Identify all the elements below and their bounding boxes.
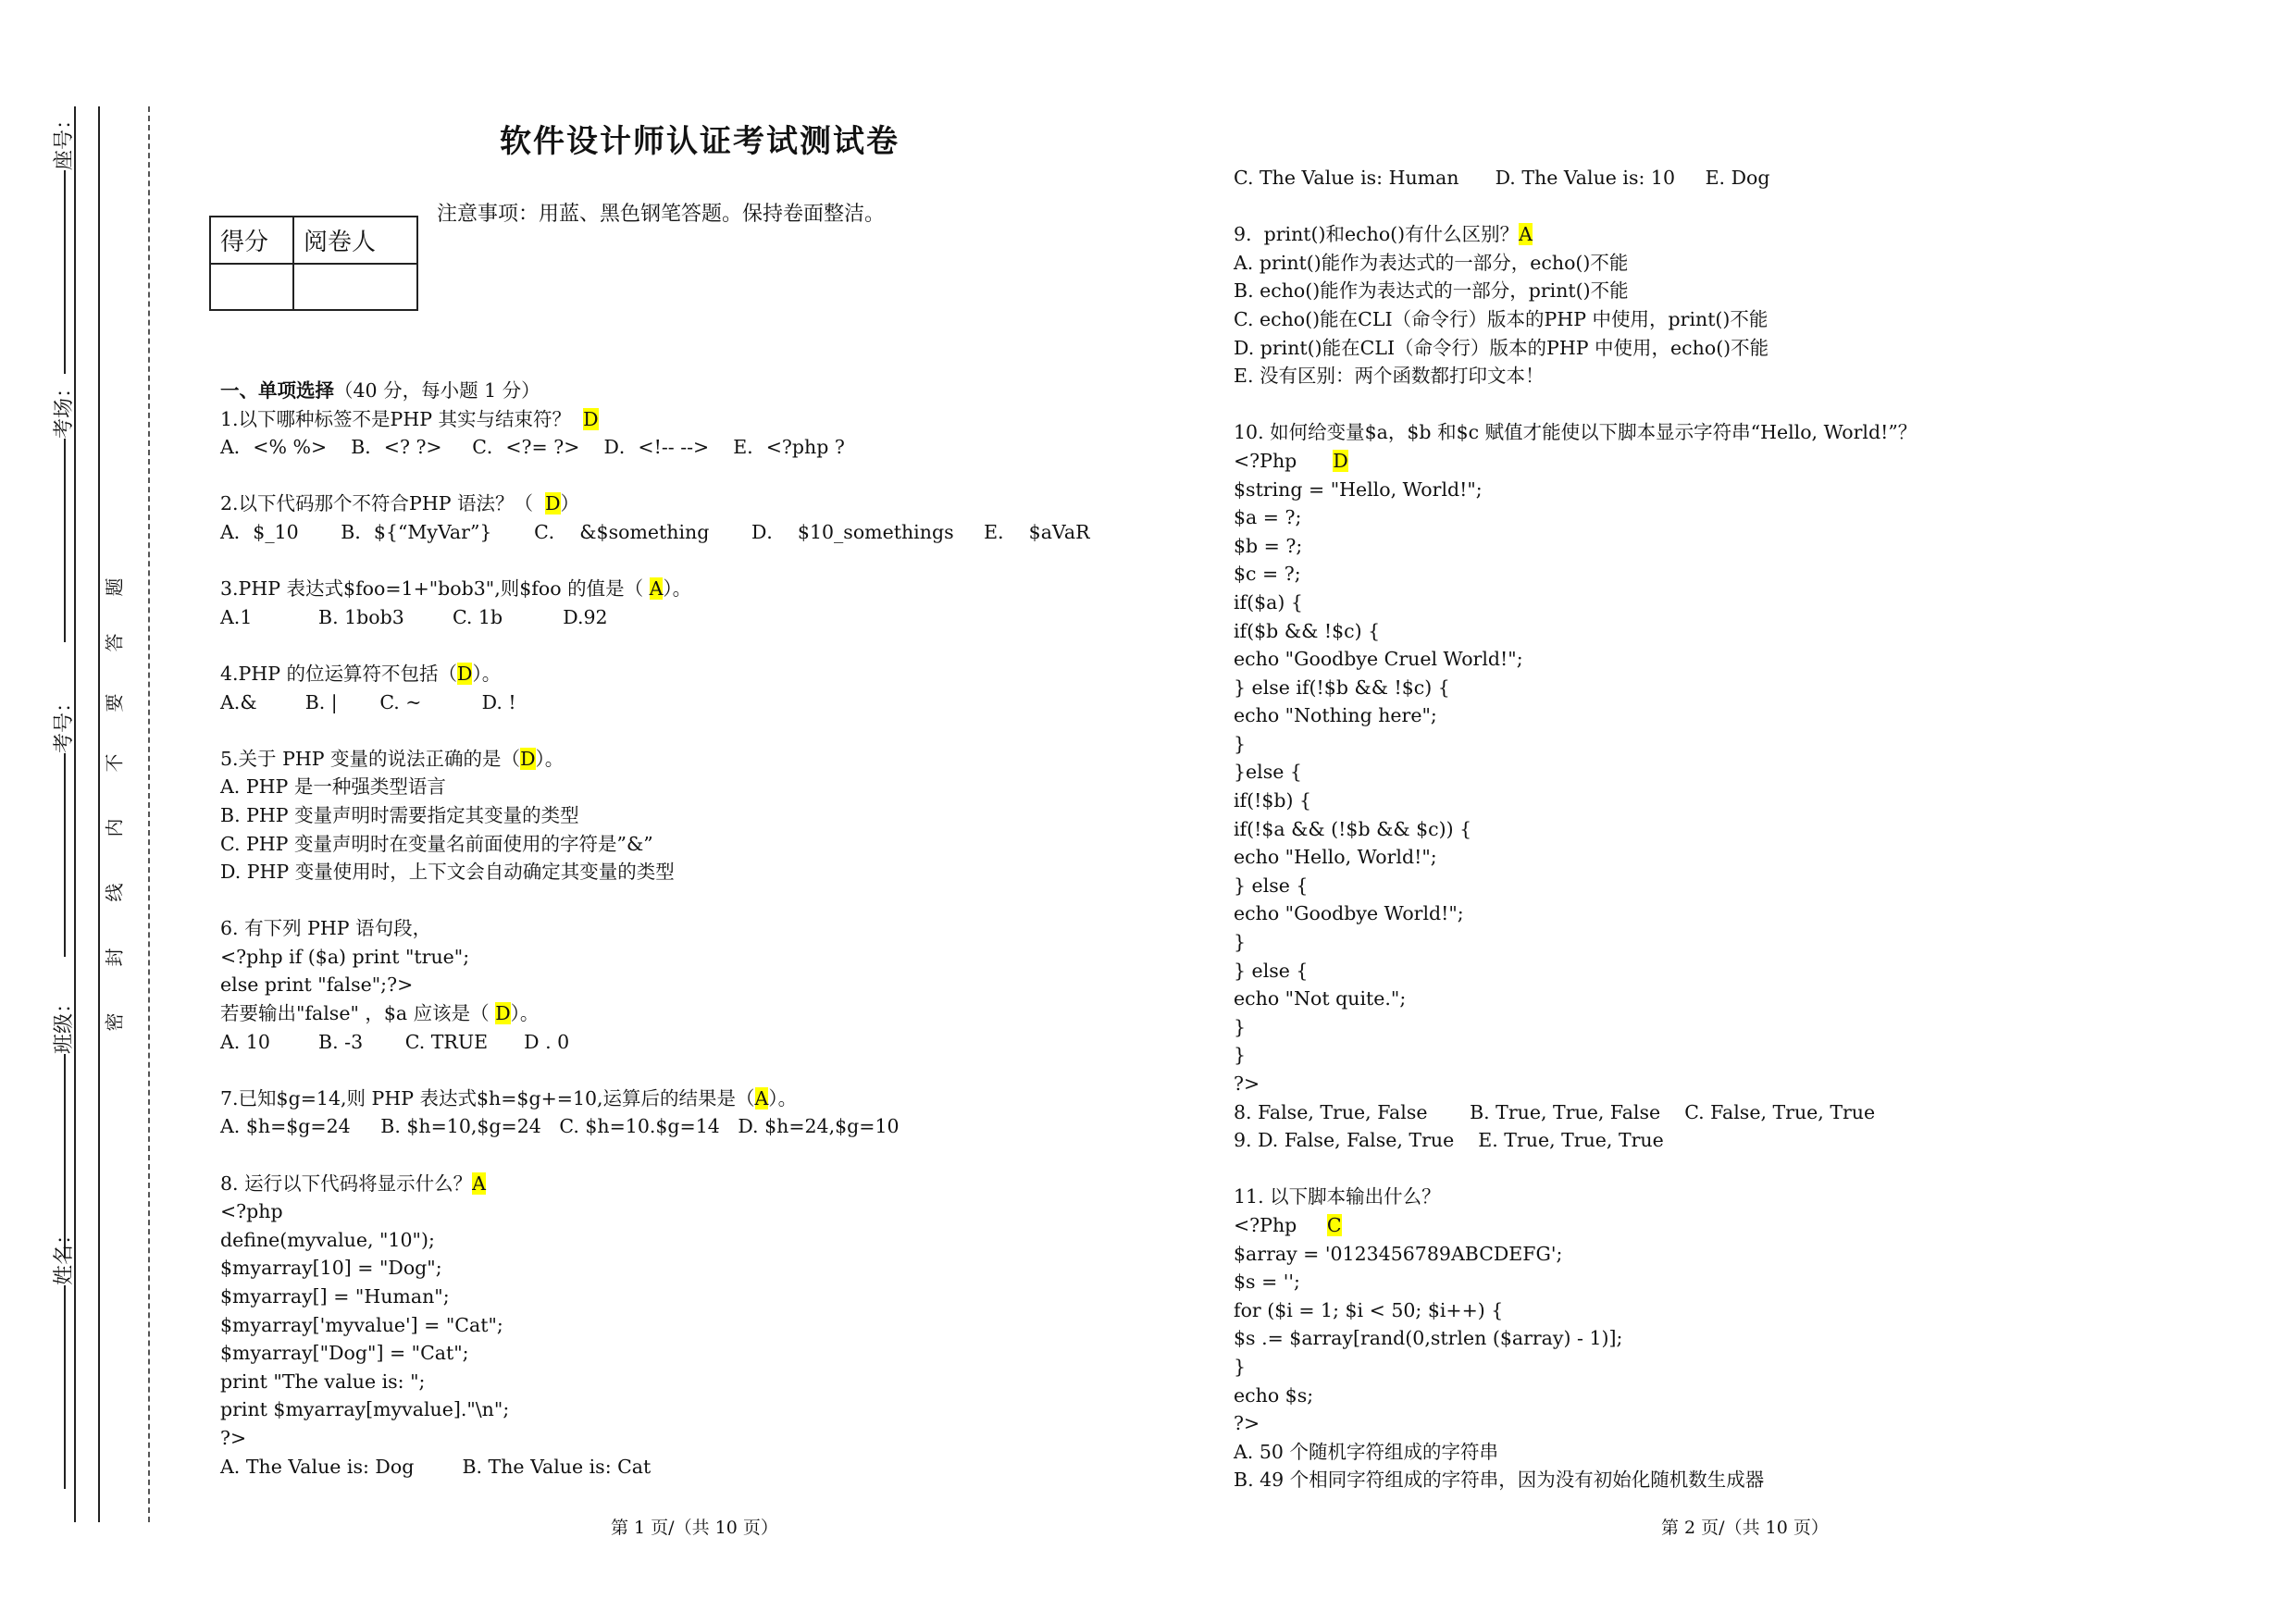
line-text: 2.以下代码那个不符合PHP 语法？（ [220,492,546,515]
seal-char: 密 [103,1012,126,1032]
line-text: D. PHP 变量使用时，上下文会自动确定其变量的类型 [220,861,675,884]
line-text: C. echo()能在CLI（命令行）版本的PHP 中使用，print()不能 [1234,307,1769,330]
blank-line [1234,391,2252,419]
question-line [1234,1324,2252,1353]
class-field[interactable] [48,993,77,1263]
line-text: ?> [220,1426,247,1449]
line-text: $s .= $array[rand(0,strlen ($array) - 1)]; [1234,1327,1623,1350]
line-text: if($b && !$c) { [1234,619,1381,642]
line-text: $myarray[] = "Human"; [220,1285,450,1308]
question-line [1234,164,2252,192]
seal-char: 不 [103,753,126,773]
line-text: $c = ?; [1234,563,1301,586]
line-text: print $myarray[myvalue]."\n"; [220,1398,510,1421]
line-text: A. print()能作为表达式的一部分，echo()不能 [1234,251,1629,274]
line-text: echo "Hello, World!"; [1234,846,1437,869]
question-line [220,1226,1146,1255]
line-text: } [1234,1044,1247,1067]
line-suffix: ）。 [510,1002,540,1025]
line-text: echo "Nothing here"; [1234,704,1437,727]
line-text: define(myvalue, "10"); [220,1228,435,1251]
line-suffix: ）。 [768,1086,798,1110]
line-text: } else if(!$b && !$c) { [1234,676,1450,699]
line-suffix: ）。 [663,577,692,601]
exam-no-field[interactable] [48,692,77,962]
line-text: 若要输出"false" ，$a 应该是（ [220,1002,496,1025]
question-line [1234,447,2252,476]
question-line [1234,1409,2252,1438]
question-line [220,405,1146,434]
line-text: A．$_10 B．${“MyVar”} C． &$something D． $10_somethings E． $aVaR [220,520,1090,543]
line-text: ?> [1234,1072,1260,1095]
blank-line [220,1141,1146,1170]
question-line [220,1112,1146,1141]
seal-char: 答 [103,633,126,652]
line-text: C. PHP 变量声明时在变量名前面使用的字符是”&” [220,832,653,855]
seal-char: 要 [103,693,126,713]
line-text: $b = ?; [1234,534,1303,557]
seal-char: 封 [103,948,126,967]
question-line [1234,1296,2252,1325]
answer-highlight: A [472,1172,486,1195]
question-line [1234,730,2252,759]
question-line [1234,758,2252,787]
question-line [1234,899,2252,928]
line-text: echo $s; [1234,1383,1314,1407]
question-line [1234,1126,2252,1155]
question-column-right [1234,164,2252,1494]
line-text: A.& B. | C. ~ D. ! [220,690,516,713]
question-line [220,433,1146,462]
answer-highlight: A [649,577,664,601]
question-line [220,660,1146,688]
line-text: A. 10 B. -3 C. TRUE D . 0 [220,1030,570,1053]
line-text: } [1234,1015,1247,1038]
line-text: $a = ?; [1234,506,1302,529]
line-text: } [1234,931,1247,954]
question-line [1234,532,2252,561]
blank-line [220,886,1146,915]
line-text: D. print()能在CLI（命令行）版本的PHP 中使用，echo()不能 [1234,336,1769,359]
line-text: A. $h=$g=24 B. $h=10,$g=24 C. $h=10.$g=14 D. $h=24,$g=10 [220,1115,900,1138]
line-text: A．<% %> B．<? ?> C．<?= ?> D．<!-- --> E．<?php ? [220,436,845,459]
question-line [1234,787,2252,815]
line-text: 11. 以下脚本输出什么？ [1234,1185,1441,1209]
line-text: for ($i = 1; $i < 50; $i++) { [1234,1298,1504,1321]
line-text: A. The Value is: Dog B. The Value is: Cat [220,1455,652,1478]
answer-highlight: A [754,1086,769,1110]
question-line [1234,1098,2252,1127]
question-line [220,518,1146,547]
question-line [1234,305,2252,334]
question-line [1234,476,2252,504]
question-line [1234,1211,2252,1240]
line-text: if(!$b) { [1234,789,1312,812]
question-line [1234,334,2252,363]
question-line [1234,277,2252,305]
line-text: } [1234,732,1247,755]
question-line [220,1085,1146,1113]
question-line [220,745,1146,774]
score-table [209,216,418,311]
exam-no-label: 考号： [53,691,76,753]
question-line [1234,617,2252,646]
line-text: A.1 B. 1bob3 C. 1b D.92 [220,605,608,628]
line-text: $string = "Hello, World!"; [1234,477,1483,501]
line-text: 一、单项选择（40 分，每小题 1 分） [220,379,540,402]
seal-char: 题 [103,577,126,597]
line-text: B. PHP 变量声明时需要指定其变量的类型 [220,803,579,826]
question-line [220,1311,1146,1340]
seat-field[interactable] [48,109,77,379]
reviewer-header: 阅卷人 [293,217,417,264]
line-text: } else { [1234,874,1309,897]
answer-highlight: D [457,662,473,685]
question-line [1234,957,2252,986]
question-line [1234,503,2252,532]
blank-line [1234,192,2252,221]
exam-notice: 注意事项：用蓝、黑色钢笔答题。保持卷面整洁。 [437,203,886,226]
score-header: 得分 [210,217,293,264]
question-line [1234,1240,2252,1269]
line-text: if($a) { [1234,590,1303,614]
blank-line [220,547,1146,576]
blank-line [220,1056,1146,1085]
answer-highlight: D [495,1002,511,1025]
question-line [220,971,1146,999]
line-text: <?php if ($a) print "true"; [220,945,470,968]
line-text: echo "Goodbye World!"; [1234,902,1464,925]
line-text: }else { [1234,761,1302,784]
question-line [220,1339,1146,1368]
line-suffix: ） [560,492,580,515]
line-text: echo "Goodbye Cruel World!"; [1234,648,1523,671]
question-line [1234,1183,2252,1211]
line-text: B. echo()能作为表达式的一部分，print()不能 [1234,279,1629,303]
question-line [1234,985,2252,1013]
question-line [1234,872,2252,900]
question-line [220,1368,1146,1396]
question-line [1234,1353,2252,1382]
question-line [1234,249,2252,278]
page-footer-right: 第 2 页/（共 10 页） [1661,1518,1829,1538]
question-line [220,1028,1146,1057]
question-column-left [220,377,1146,1481]
question-line [1234,674,2252,702]
line-text: A. PHP 是一种强类型语言 [220,775,446,799]
line-text: else print "false";?> [220,973,414,997]
line-text: 9. print()和echo()有什么区别？ [1234,223,1520,246]
line-text: 5.关于 PHP 变量的说法正确的是（ [220,747,521,770]
line-text: A. 50 个随机字符组成的字符串 [1234,1440,1498,1463]
question-line [1234,1268,2252,1296]
question-line [220,688,1146,717]
seat-label: 座号： [53,108,76,170]
line-text: E. 没有区别：两个函数都打印文本！ [1234,365,1545,388]
line-text: $array = '0123456789ABCDEFG'; [1234,1242,1563,1265]
question-line [220,801,1146,830]
page-footer-left: 第 1 页/（共 10 页） [611,1518,778,1538]
answer-highlight: D [583,407,599,430]
question-line [220,1170,1146,1198]
question-line [220,858,1146,886]
seal-char: 线 [103,883,126,902]
reviewer-cell[interactable] [293,264,417,310]
line-text: ?> [1234,1412,1260,1435]
line-text: } [1234,1355,1247,1378]
question-line [220,914,1146,943]
answer-highlight: D [520,747,536,770]
name-label: 姓名： [53,1223,76,1285]
room-label: 考场： [53,377,76,439]
line-text: if(!$a && (!$b && $c)) { [1234,817,1472,840]
question-line [220,1395,1146,1424]
question-line [220,1197,1146,1226]
answer-highlight: C [1326,1213,1342,1236]
question-line [1234,1438,2252,1467]
blank-line [220,716,1146,745]
line-text: 10. 如何给变量$a，$b 和$c 赋值才能使以下脚本显示字符串“Hello, World!”？ [1234,421,1917,444]
line-text: print "The value is: "; [220,1370,426,1393]
line-text: <?php [220,1200,283,1223]
question-line [1234,928,2252,957]
question-line [1234,560,2252,589]
question-line [1234,1041,2252,1070]
question-line [220,1453,1146,1481]
line-text: } else { [1234,959,1309,982]
room-field[interactable] [48,378,77,648]
line-text: $myarray['myvalue'] = "Cat"; [220,1313,503,1336]
question-line [1234,701,2252,730]
question-line [1234,362,2252,391]
line-text: 1.以下哪种标签不是PHP 其实与结束符？ [220,407,584,430]
line-text: C. The Value is: Human D. The Value is: 10 E. Dog [1234,167,1770,189]
line-suffix: ）。 [535,747,565,770]
question-line [220,1424,1146,1453]
question-line [1234,1382,2252,1410]
question-line [220,943,1146,972]
question-line [220,830,1146,859]
answer-highlight: D [1333,449,1348,472]
question-line [220,999,1146,1028]
question-line [1234,815,2252,844]
line-text: 7.已知$g=14,则 PHP 表达式$h=$g+=10,运算后的结果是（ [220,1086,755,1110]
line-suffix: ）。 [472,662,502,685]
line-text: $myarray[10] = "Dog"; [220,1257,442,1280]
question-line [220,1254,1146,1283]
line-text: echo "Not quite."; [1234,987,1407,1010]
line-text: 9. D. False, False, True E. True, True, True [1234,1129,1664,1152]
question-line [1234,220,2252,249]
seal-dashed-line [148,106,150,1522]
line-text: 8. False, True, False B. True, True, False C. False, True, True [1234,1100,1876,1123]
class-label: 班级： [53,992,76,1054]
question-line [220,603,1146,632]
line-text: 6. 有下列 PHP 语句段， [220,917,432,940]
line-text: 3.PHP 表达式$foo=1+"bob3",则$foo 的值是（ [220,577,650,601]
line-text: 8. 运行以下代码将显示什么？ [220,1172,473,1195]
question-line [1234,1466,2252,1494]
line-text: B. 49 个相同字符组成的字符串，因为没有初始化随机数生成器 [1234,1469,1765,1492]
question-line [220,490,1146,518]
answer-highlight: D [545,492,561,515]
question-line [1234,1013,2252,1042]
line-text: 4.PHP 的位运算符不包括（ [220,662,458,685]
seal-char: 内 [103,818,126,837]
question-line [220,377,1146,405]
name-field[interactable] [48,1224,77,1494]
question-line [1234,843,2252,872]
blank-line [220,631,1146,660]
exam-title: 软件设计师认证考试测试卷 [500,123,900,160]
binding-line-inner [98,106,100,1522]
line-text: <?Php [1234,449,1334,472]
line-text: $s = ''; [1234,1271,1300,1294]
question-line [1234,418,2252,447]
question-line [1234,1070,2252,1098]
question-line [220,773,1146,801]
answer-highlight: A [1519,223,1533,246]
question-line [1234,589,2252,617]
question-line [1234,645,2252,674]
score-cell[interactable] [210,264,293,310]
blank-line [1234,1155,2252,1184]
line-text: $myarray["Dog"] = "Cat"; [220,1342,469,1365]
question-line [220,1283,1146,1311]
question-line [220,575,1146,603]
line-text: <?Php [1234,1213,1327,1236]
blank-line [220,462,1146,490]
